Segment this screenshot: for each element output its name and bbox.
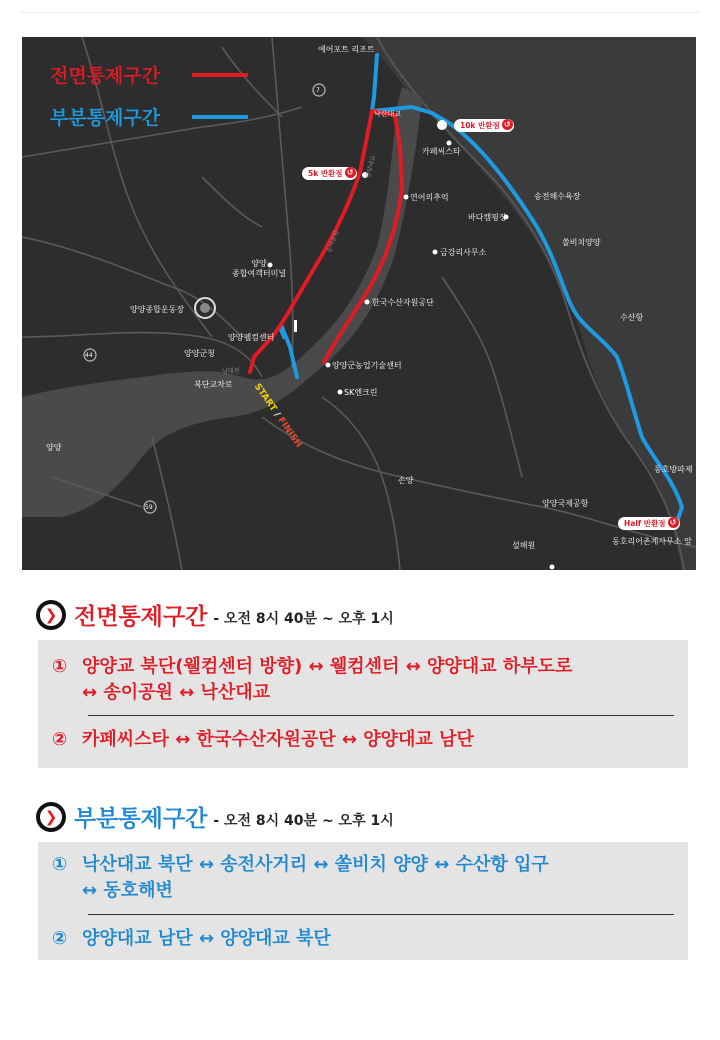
place-naksan-bridge: 낙산대교: [374, 110, 402, 118]
road-7-label: 7: [316, 87, 320, 94]
chevron-right-icon: ❯: [36, 802, 66, 832]
place-sonyang: 손양: [398, 476, 414, 485]
full-item-1: [52, 654, 674, 706]
place-sk-station: SK엔크린: [344, 388, 378, 397]
partial-control-time: - 오전 8시 40분 ~ 오후 1시: [213, 812, 394, 829]
road-44-label: 44: [85, 352, 93, 359]
turnaround-icon: ↺: [502, 119, 513, 130]
full-item-2-line1: 카페씨스타 ↔ 한국수산자원공단 ↔ 양양대교 남단: [82, 729, 474, 750]
place-welcome-center: 양양웰컴센터: [228, 333, 275, 342]
ten-k-marker: [437, 120, 447, 130]
full-control-time: - 오전 8시 40분 ~ 오후 1시: [213, 610, 394, 627]
ten-k-turnaround: [454, 119, 514, 132]
legend-partial-line: [192, 115, 248, 119]
full-control-box: [38, 640, 688, 768]
place-bada-garden: 바다캠핑장: [468, 213, 507, 222]
partial-item-2-num: ②: [52, 928, 68, 949]
turnaround-icon: ↺: [668, 517, 679, 528]
full-item-1-line1: 양양교 북단(웰컴센터 방향) ↔ 웰컴센터 ↔ 양양대교 하부도로: [82, 656, 573, 677]
partial-item-1: [52, 852, 674, 904]
stadium-icon-inner: [200, 303, 210, 313]
place-donghobang: 동호방파제: [654, 465, 693, 474]
ten-k-label: 10k 반환점: [460, 121, 500, 130]
partial-item-2: [52, 926, 674, 952]
place-ssolbichi: 쏠비치양양: [562, 238, 601, 247]
partial-control-header: [36, 800, 394, 833]
full-item-2: [52, 727, 674, 753]
welcome-center-icon: [294, 320, 297, 332]
road-59-label: 59: [145, 504, 153, 511]
five-k-turnaround: [302, 167, 357, 180]
place-sports-complex: 양양종합운동장: [130, 305, 185, 314]
partial-control-box: [38, 842, 688, 960]
full-item-1-num: ①: [52, 656, 68, 677]
five-k-label: 5k 반환점: [308, 169, 343, 178]
partial-item-1-num: ①: [52, 854, 68, 875]
half-turnaround: [618, 517, 680, 530]
legend-full-line: [192, 73, 248, 77]
place-yangyang-terminal: 양양 종합여객터미널: [232, 259, 287, 278]
full-control-title: 전면통제구간: [74, 604, 208, 630]
start-label: START: [251, 382, 279, 414]
place-yeoneo-memory: 연어의추억: [410, 193, 449, 202]
place-susan-port: 수산항: [620, 313, 644, 322]
full-item-1-line2: ↔ 송이공원 ↔ 낙산대교: [82, 682, 271, 703]
top-divider: [20, 12, 700, 13]
start-finish-slash: /: [271, 410, 282, 419]
place-songi-park: 송이공원: [325, 229, 341, 254]
place-fisheries-center: 한국수산자원공단: [372, 298, 434, 307]
half-label: Half 반환점: [624, 519, 666, 528]
place-cafe-sista: 카페씨스타: [422, 147, 461, 156]
place-yangyang-town: 양양: [46, 443, 62, 452]
course-map: [22, 37, 696, 570]
place-songjeon-beach: 송전해수욕장: [534, 192, 581, 201]
place-airport: 양양국제공항: [542, 499, 589, 508]
turnaround-icon: ↺: [345, 167, 356, 178]
full-control-header: [36, 598, 394, 631]
place-bukdan-crossroad: 북단교차로: [194, 380, 233, 389]
partial-divider: [88, 914, 674, 915]
finish-label: FINISH: [275, 415, 304, 450]
partial-item-1-line2: ↔ 동호해변: [82, 880, 173, 901]
place-airport-resort: 에어포트 리조트: [318, 45, 375, 54]
legend-full: 전면통제구간: [50, 65, 161, 87]
partial-item-1-line1: 낙산대교 북단 ↔ 송전사거리 ↔ 쏠비치 양양 ↔ 수산항 입구: [82, 854, 549, 875]
chevron-right-icon: ❯: [36, 600, 66, 630]
partial-control-title: 부분통제구간: [74, 806, 208, 832]
full-divider: [88, 715, 674, 716]
place-ag-center: 양양군농업기술센터: [332, 361, 402, 370]
place-geumgang-office: 금강리사무소: [440, 248, 487, 257]
legend-partial: 부분통제구간: [50, 107, 161, 129]
place-seolhaewon: 설해원: [512, 541, 536, 550]
place-county-office: 양양군청: [184, 349, 215, 358]
partial-item-2-line1: 양양대교 남단 ↔ 양양대교 북단: [82, 928, 331, 949]
place-dongho-office: 동호리어촌계사무소 앞: [612, 537, 692, 546]
full-item-2-num: ②: [52, 729, 68, 750]
place-yangyang-bridge: 양양대교: [364, 154, 378, 179]
place-namdaecheon: 남대천: [222, 368, 240, 375]
